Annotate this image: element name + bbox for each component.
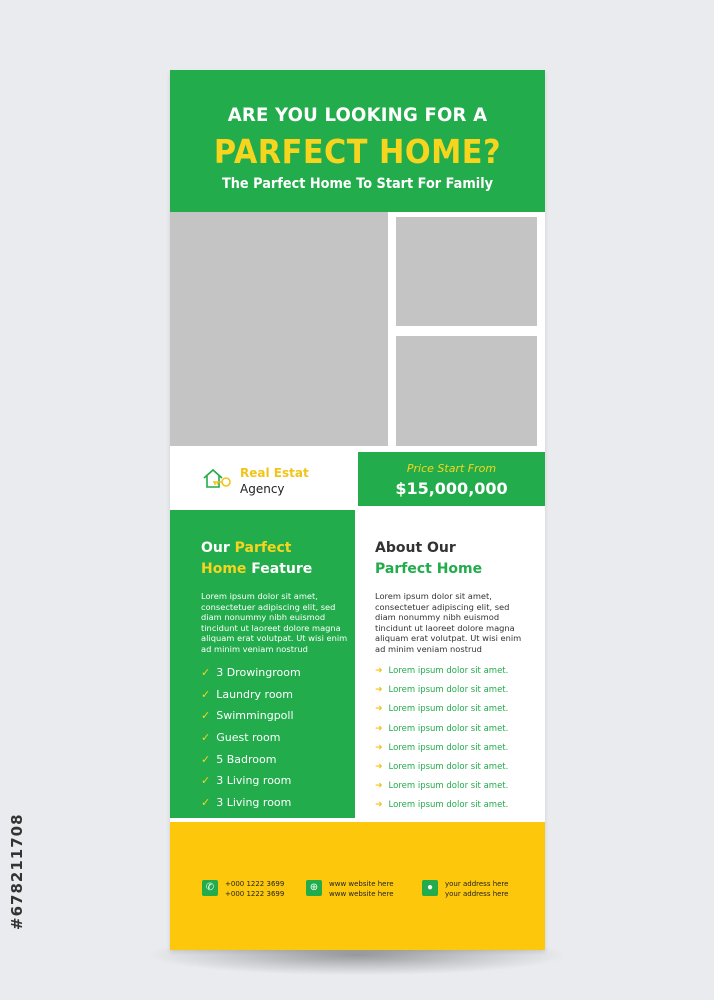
logo-block <box>170 452 355 506</box>
address-text <box>445 879 508 899</box>
phone-icon: ✆ <box>202 880 218 896</box>
about-item-label: Lorem ipsum dolor sit amet. <box>388 742 509 753</box>
about-title-part2: Parfect Home <box>375 561 483 577</box>
about-item-label: Lorem ipsum dolor sit amet. <box>388 800 509 811</box>
arrow-icon: ➜ <box>375 781 383 792</box>
website-line1: www website here <box>329 880 394 888</box>
location-pin-icon: ● <box>422 880 438 896</box>
feature-item-label: Laundry room <box>216 687 293 701</box>
house-key-icon <box>201 465 233 493</box>
headline-line3: The Parfect Home To Start For Family <box>221 176 494 192</box>
photo-placeholder-main <box>170 212 388 446</box>
list-item <box>375 800 508 819</box>
banner-header <box>170 70 545 212</box>
arrow-icon: ➜ <box>375 723 383 734</box>
address-line2: your address here <box>445 890 509 898</box>
phone-text <box>225 879 284 899</box>
about-title-part1: About Our <box>375 540 456 556</box>
list-item <box>375 704 508 723</box>
price-block <box>358 452 545 506</box>
phone-line2: +000 1222 3699 <box>225 890 285 898</box>
photo-placeholder-bottom <box>396 336 537 446</box>
list-item <box>201 709 301 731</box>
list-item <box>375 781 508 800</box>
check-icon: ✓ <box>201 709 211 723</box>
check-icon: ✓ <box>201 752 211 766</box>
website-text <box>329 879 394 899</box>
list-item <box>375 743 508 762</box>
feature-title <box>201 538 312 580</box>
check-icon: ✓ <box>201 731 211 745</box>
feature-item-label: 5 Badroom <box>216 752 277 766</box>
headline-line2: PARFECT HOME? <box>213 132 502 171</box>
about-item-label: Lorem ipsum dolor sit amet. <box>388 781 509 792</box>
check-icon: ✓ <box>201 666 211 679</box>
about-title <box>375 538 482 580</box>
check-icon: ✓ <box>201 687 211 701</box>
address-line1: your address here <box>445 880 509 888</box>
arrow-icon: ➜ <box>375 685 383 696</box>
list-item <box>375 666 508 685</box>
list-item <box>375 724 508 743</box>
arrow-icon: ➜ <box>375 704 383 715</box>
about-paragraph: Lorem ipsum dolor sit amet, consectetuer adipiscing elit, sed diam nonummy nibh euismod tincidunt ut laoreet dolore magna aliquam erat volutpat. Ut wisi enim ad minim veniam nostrud <box>375 591 522 654</box>
arrow-icon: ➜ <box>375 800 383 811</box>
feature-title-part2: Parfect <box>234 540 292 556</box>
price-value: $15,000,000 <box>395 479 508 498</box>
logo-subtitle: Agency <box>240 482 285 496</box>
arrow-icon: ➜ <box>375 761 383 772</box>
feature-title-part4: Feature <box>246 561 313 577</box>
list-item <box>201 688 301 710</box>
about-item-label: Lorem ipsum dolor sit amet. <box>388 723 509 734</box>
feature-paragraph: Lorem ipsum dolor sit amet, consectetuer adipiscing elit, sed diam nonummy nibh euismod tincidunt ut laoreet dolore magna aliquam erat volutpat. Ut wisi enim ad minim veniam nostrud <box>201 591 348 654</box>
feature-item-label: 3 Living room <box>216 774 292 788</box>
list-item <box>201 796 301 818</box>
stock-id: #678211708 <box>8 813 26 930</box>
list-item <box>201 666 301 688</box>
list-item <box>201 731 301 753</box>
globe-icon: ⊕ <box>306 880 322 896</box>
contact-footer <box>170 822 545 950</box>
website-line2: www website here <box>329 890 394 898</box>
list-item <box>201 753 301 775</box>
feature-item-label: Guest room <box>216 731 281 745</box>
list-item <box>375 685 508 704</box>
logo-name: Real Estat <box>240 466 309 480</box>
feature-title-part1: Our <box>201 540 235 556</box>
about-item-label: Lorem ipsum dolor sit amet. <box>388 685 509 696</box>
arrow-icon: ➜ <box>375 666 383 676</box>
check-icon: ✓ <box>201 796 211 810</box>
about-item-label: Lorem ipsum dolor sit amet. <box>388 761 509 772</box>
check-icon: ✓ <box>201 774 211 788</box>
price-label: Price Start From <box>406 462 497 475</box>
feature-panel <box>170 510 355 818</box>
feature-item-label: 3 Drowingroom <box>216 666 301 679</box>
about-list <box>375 666 508 820</box>
photo-placeholder-top <box>396 217 537 326</box>
rollup-banner <box>170 70 545 950</box>
phone-line1: +000 1222 3699 <box>225 880 285 888</box>
arrow-icon: ➜ <box>375 742 383 753</box>
headline-line1: ARE YOU LOOKING FOR A <box>227 104 488 126</box>
feature-list <box>201 666 301 818</box>
about-item-label: Lorem ipsum dolor sit amet. <box>388 666 509 676</box>
list-item <box>201 774 301 796</box>
about-panel <box>358 510 545 818</box>
list-item <box>375 762 508 781</box>
feature-title-part3: Home <box>201 561 247 577</box>
feature-item-label: Swimmingpoll <box>216 709 294 723</box>
about-item-label: Lorem ipsum dolor sit amet. <box>388 704 509 715</box>
feature-item-label: 3 Living room <box>216 796 292 810</box>
